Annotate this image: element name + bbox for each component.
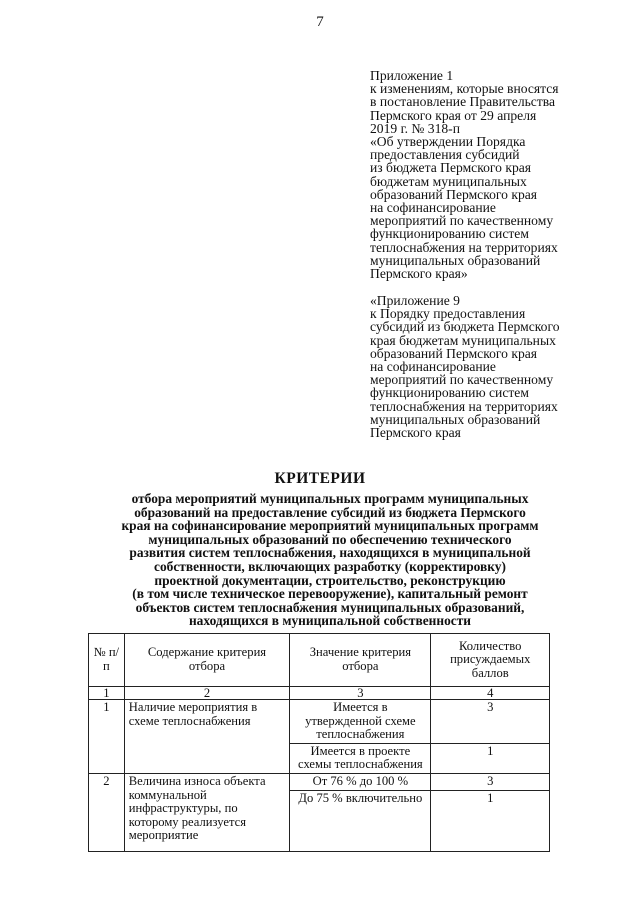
appendix-line: в постановление Правительства xyxy=(370,94,556,110)
appendix-line: Пермского края» xyxy=(370,266,468,282)
appendix-line: предоставления субсидий xyxy=(370,147,520,163)
row-value: До 75 % включительно xyxy=(290,790,431,851)
subtitle-line: находящихся в муниципальной собственности xyxy=(188,613,472,629)
subtitle-line: края на софинансирование мероприятий муниципальных программ xyxy=(121,518,539,534)
table-row xyxy=(89,700,550,744)
appendix-line: функционированию систем xyxy=(370,385,529,401)
row-value: Имеется в утвержденной схеме теплоснабжения xyxy=(290,700,431,744)
header-content: Содержание критерия отбора xyxy=(124,634,290,687)
appendix-line: Пермского края от 29 апреля xyxy=(370,107,537,123)
appendix-line: образований Пермского края xyxy=(370,186,538,202)
row-value: Имеется в проекте схемы теплоснабжения xyxy=(290,743,431,773)
appendix-line: мероприятий по качественному xyxy=(370,372,554,388)
appendix-line: к Порядку предоставления xyxy=(370,306,526,322)
appendix-line: мероприятий по качественному xyxy=(370,213,554,229)
row-score: 3 xyxy=(431,700,550,744)
appendix-line: функционированию систем xyxy=(370,226,529,242)
appendix-line: 2019 г. № 318-п xyxy=(370,120,460,136)
row-score: 1 xyxy=(431,743,550,773)
table-header-row xyxy=(89,634,550,687)
subtitle-line: муниципальных образований по обеспечению технического xyxy=(148,531,512,547)
subtitle-line: собственности, включающих разработку (корректировку) xyxy=(154,558,506,574)
row-score: 3 xyxy=(431,773,550,790)
table-row xyxy=(89,773,550,790)
row-content: Величина износа объекта коммунальной инфраструктуры, по которому реализуется мероприятие xyxy=(124,773,290,851)
column-number: 3 xyxy=(290,687,431,700)
appendix-line: Пермского края xyxy=(370,425,461,441)
row-num: 2 xyxy=(89,773,125,851)
page-number: 7 xyxy=(316,14,324,30)
appendix-line: субсидий из бюджета Пермского xyxy=(370,319,560,335)
appendix-line: «Об утверждении Порядка xyxy=(370,134,526,150)
criteria-table xyxy=(88,633,550,852)
subtitle-line: образований на предоставление субсидий из бюджета Пермского xyxy=(134,504,526,520)
appendix-line: бюджетам муниципальных xyxy=(370,173,527,189)
subtitle-line: отбора мероприятий муниципальных программ муниципальных xyxy=(131,491,529,506)
document-title: КРИТЕРИИ xyxy=(274,470,366,487)
subtitle-line: развития систем теплоснабжения, находящихся в муниципальной xyxy=(129,545,531,561)
subtitle-line: объектов систем теплоснабжения муниципальных образований, xyxy=(135,599,525,615)
header-num: № п/п xyxy=(89,634,125,687)
column-number-row xyxy=(89,687,550,700)
document-subtitle xyxy=(60,492,600,628)
appendix-line: на софинансирование xyxy=(370,200,496,216)
row-content: Наличие мероприятия в схеме теплоснабжения xyxy=(124,700,290,774)
appendix-line: к изменениям, которые вносятся xyxy=(370,81,559,97)
subtitle-line: проектной документации, строительство, реконструкцию xyxy=(154,572,506,588)
row-score: 1 xyxy=(431,790,550,851)
appendix-line: теплоснабжения на территориях xyxy=(370,398,558,414)
column-number: 2 xyxy=(124,687,290,700)
appendix-9-header xyxy=(370,294,610,439)
column-number: 4 xyxy=(431,687,550,700)
appendix-line: на софинансирование xyxy=(370,359,496,375)
appendix-line: муниципальных образований xyxy=(370,411,541,427)
appendix-line: муниципальных образований xyxy=(370,252,541,268)
header-value: Значение критерия отбора xyxy=(290,634,431,687)
row-value: От 76 % до 100 % xyxy=(290,773,431,790)
appendix-line: из бюджета Пермского края xyxy=(370,160,532,176)
appendix-line: образований Пермского края xyxy=(370,345,538,361)
appendix-line: Приложение 1 xyxy=(370,68,454,83)
appendix-line: края бюджетам муниципальных xyxy=(370,332,556,348)
subtitle-line: (в том числе техническое перевооружение), капитальный ремонт xyxy=(132,586,528,602)
header-score: Количество присуждаемых баллов xyxy=(431,634,550,687)
appendix-1-header xyxy=(370,69,610,280)
appendix-line: теплоснабжения на территориях xyxy=(370,239,558,255)
row-num: 1 xyxy=(89,700,125,774)
appendix-line: «Приложение 9 xyxy=(370,293,460,308)
column-number: 1 xyxy=(89,687,125,700)
